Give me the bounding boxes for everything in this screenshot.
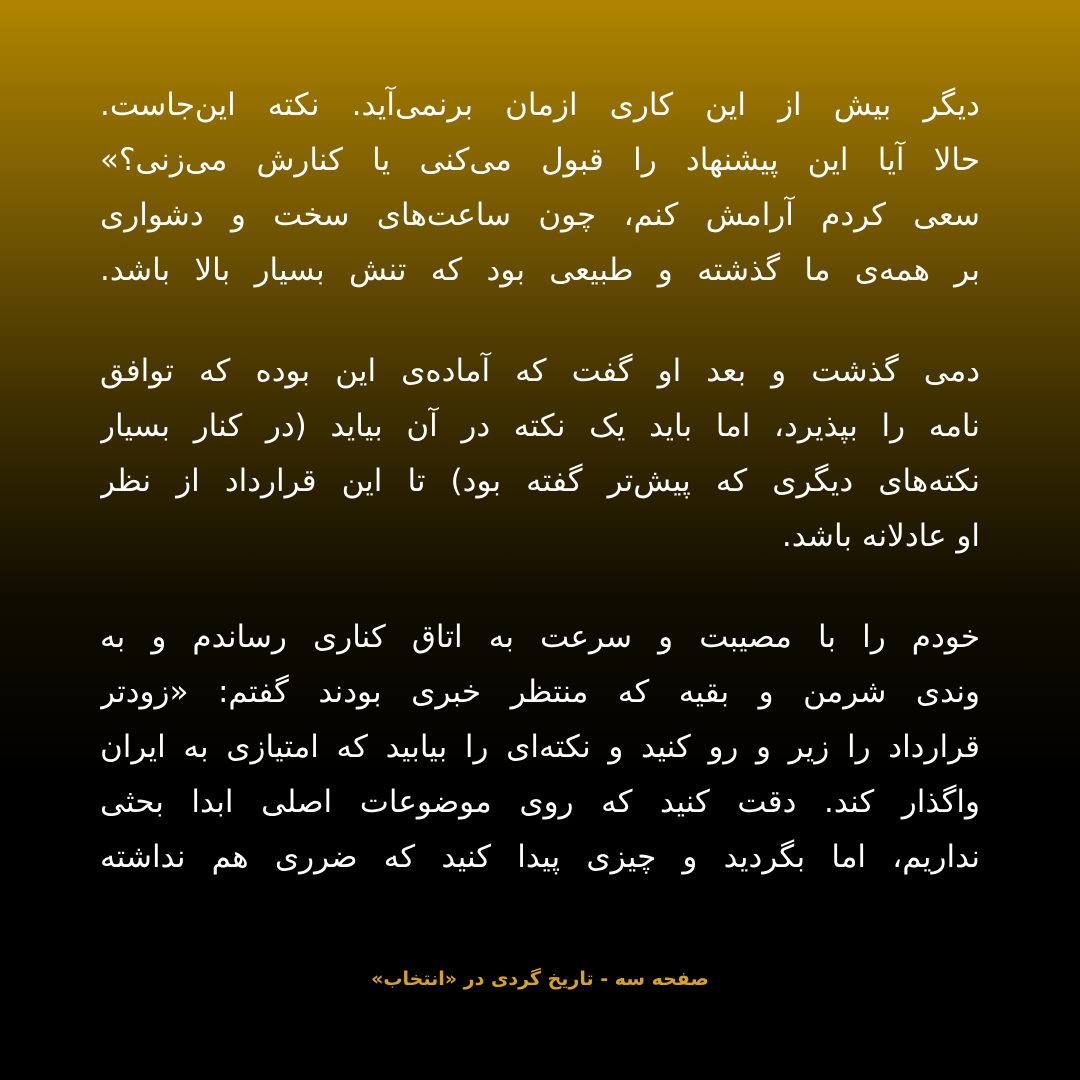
text-line: قرارداد را زیر و رو کنید و نکته‌ای را بیابید که امتیازی به ایران	[100, 729, 980, 765]
text-line: نداریم، اما بگردید و چیزی پیدا کنید که ضرری هم نداشته	[100, 839, 980, 875]
text-line: نکته‌های دیگری که پیش‌تر گفته بود) تا این قرارداد از نظر	[100, 463, 980, 499]
text-line: بر همه‌ی ما گذشته و طبیعی بود که تنش بسیار بالا باشد.	[100, 252, 980, 288]
text-line: خودم را با مصیبت و سرعت به اتاق کناری رساندم و به	[100, 619, 980, 655]
paragraph-2	[100, 344, 980, 564]
paragraph-3	[100, 610, 980, 885]
paragraph-1	[100, 78, 980, 298]
text-line: او عادلانه باشد.	[781, 518, 980, 554]
text-line: نامه را بپذیرد، اما باید یک نکته در آن بیاید (در کنار بسیار	[100, 408, 980, 444]
text-line: دیگر بیش از این کاری ازمان برنمی‌آید. نکته این‌جاست.	[100, 87, 980, 123]
text-line: وندی شرمن و بقیه که منتظر خبری بودند گفتم: «زودتر	[100, 674, 980, 710]
text-line: حالا آیا این پیشنهاد را قبول می‌کنی یا کنارش می‌زنی؟»	[100, 142, 980, 178]
text-line: سعی کردم آرامش کنم، چون ساعت‌های سخت و دشواری	[100, 197, 980, 233]
page-footer-caption: صفحه سه - تاریخ گردی در «انتخاب»	[371, 968, 709, 990]
text-line: واگذار کند. دقت کنید که روی موضوعات اصلی ابدا بحثی	[100, 784, 980, 820]
text-line: دمی گذشت و بعد او گفت که آماده‌ی این بوده که توافق	[100, 353, 980, 389]
